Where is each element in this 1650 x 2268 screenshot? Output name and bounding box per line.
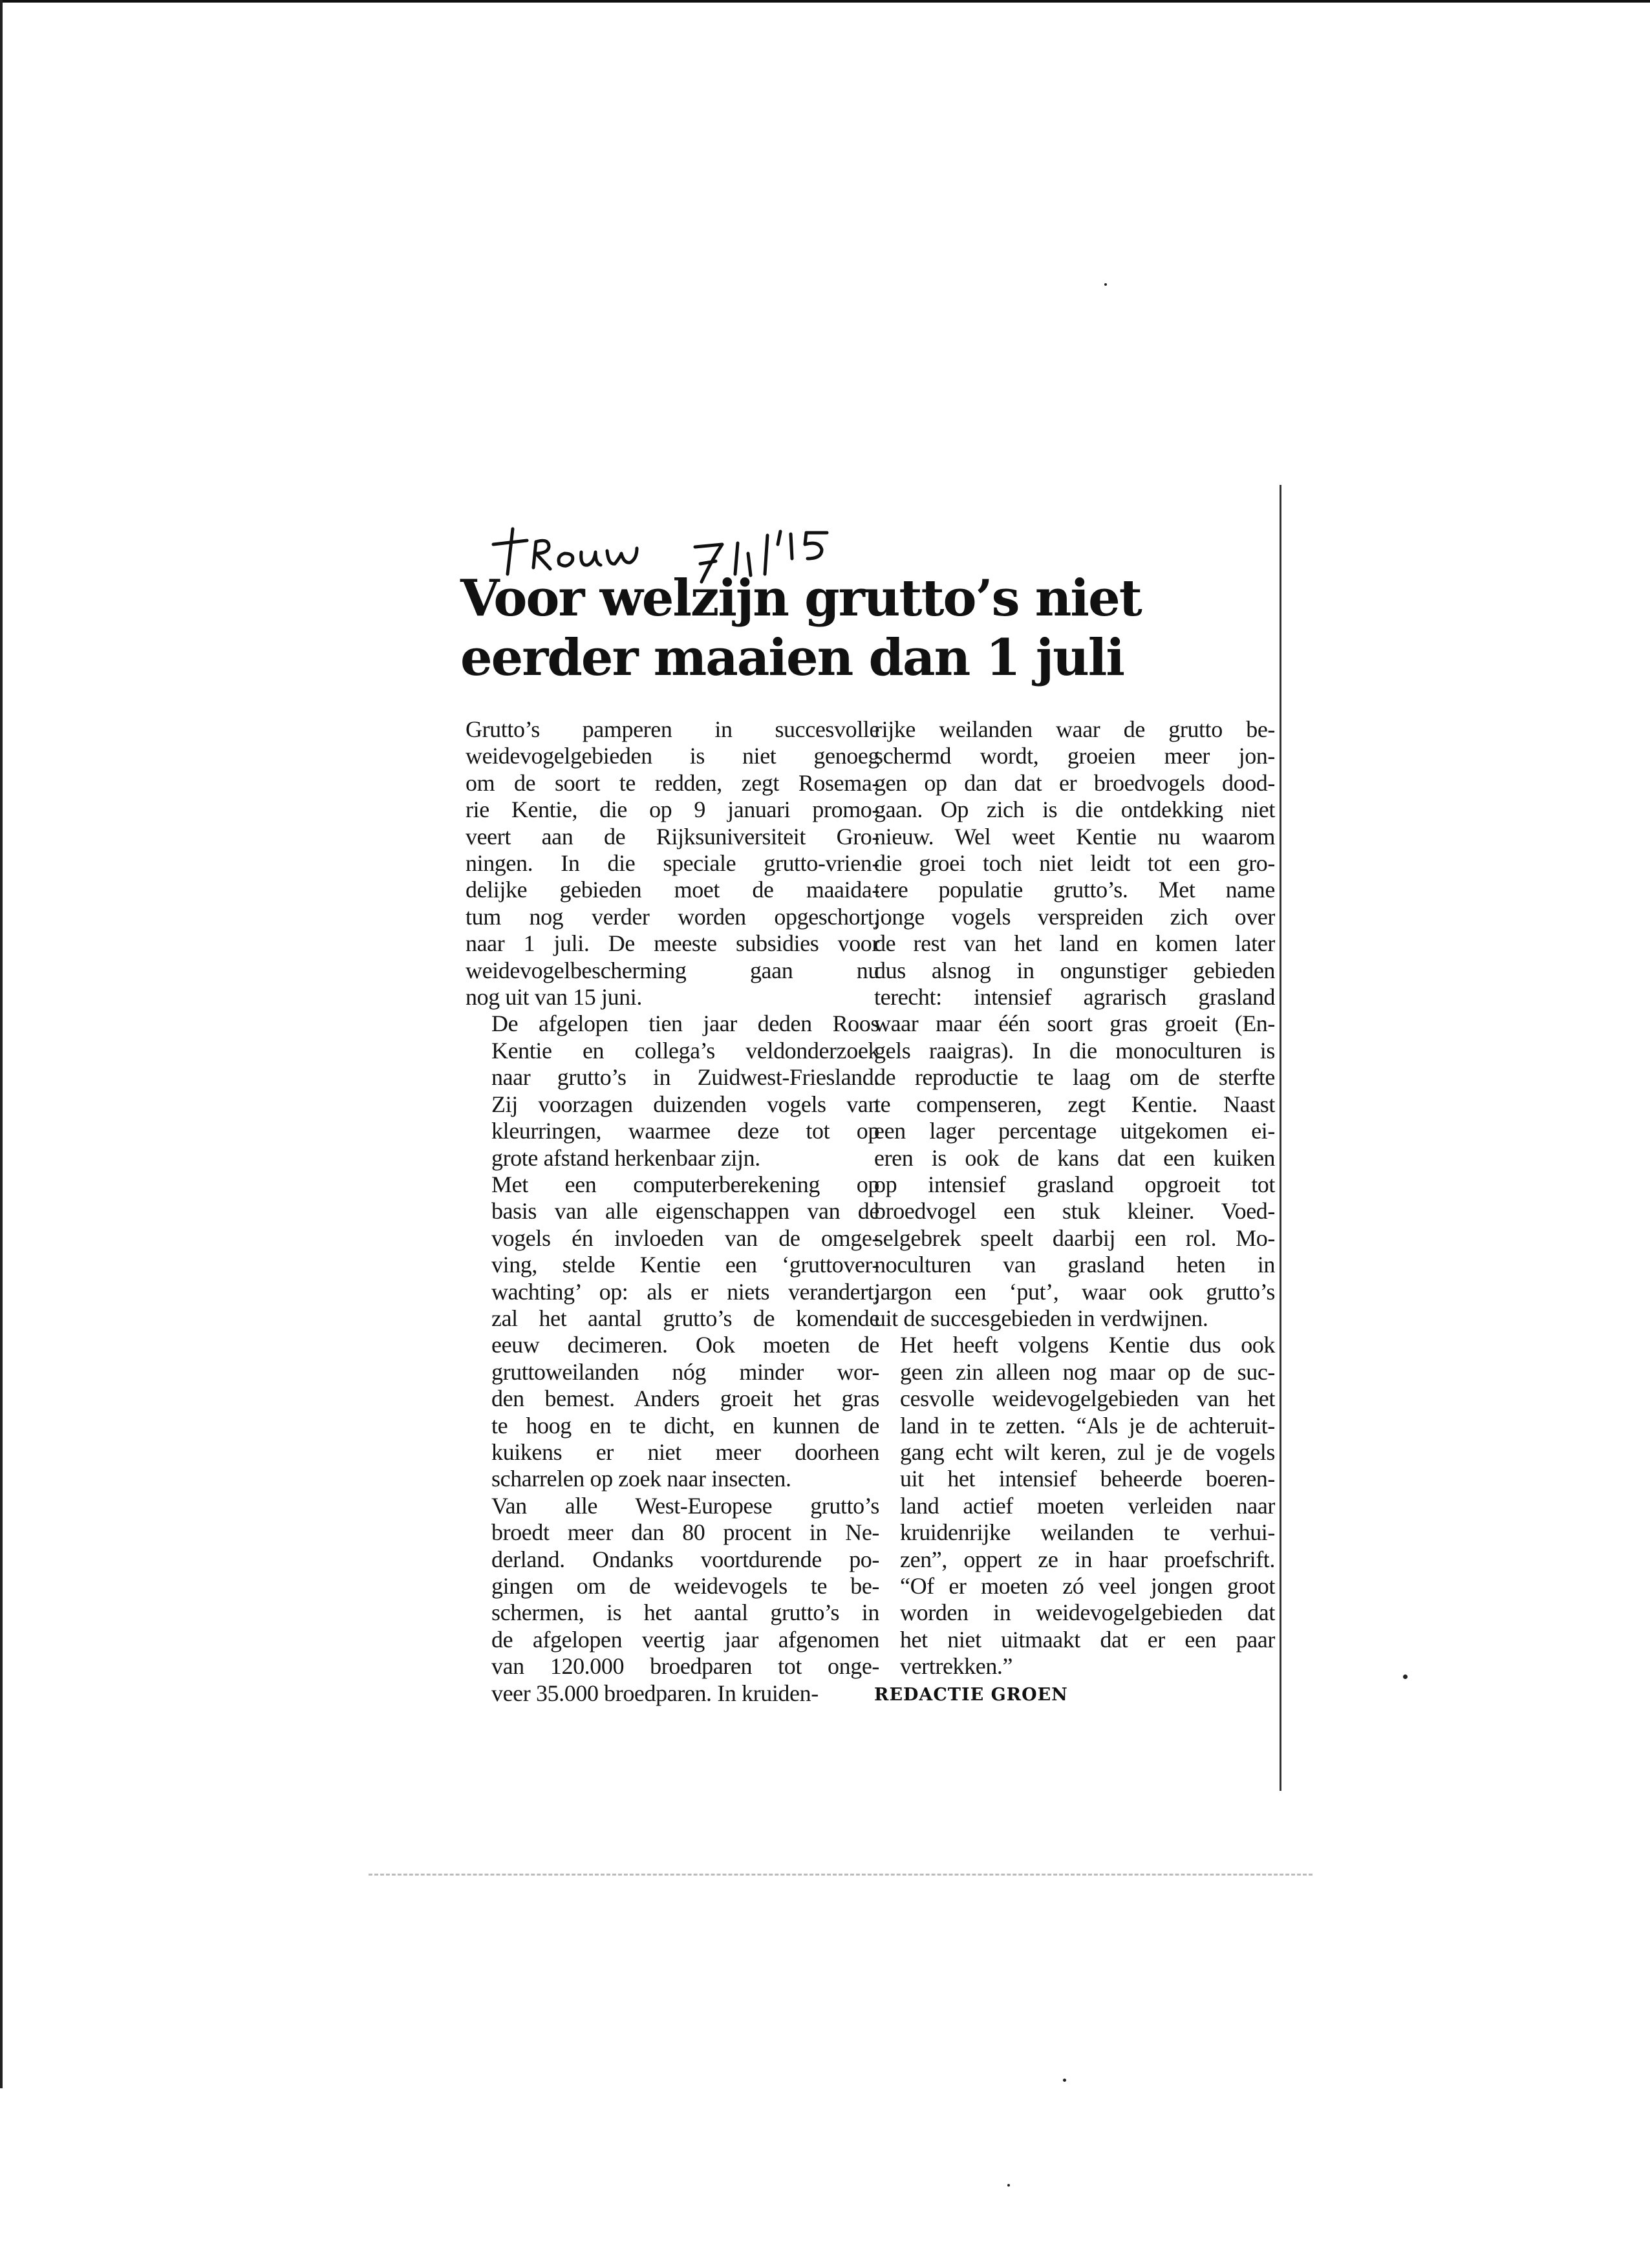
article-text-line: kuikens er niet meer doorheen: [491, 1439, 879, 1465]
scan-speck: [1403, 1674, 1408, 1679]
article-text-line: tere populatie grutto’s. Met name: [874, 877, 1275, 903]
article-text-line: vogels én invloeden van de omge-: [491, 1225, 879, 1251]
article-text-line: broedvogel een stuk kleiner. Voed-: [874, 1198, 1275, 1225]
article-text-line: jonge vogels verspreiden zich over: [874, 903, 1275, 930]
article-text-line: waar maar één soort gras groeit (En-: [874, 1011, 1275, 1037]
article-text-line: vertrekken.”: [900, 1653, 1013, 1680]
article-text-line: gruttoweilanden nóg minder wor-: [491, 1358, 879, 1385]
scan-speck: [1007, 2184, 1010, 2187]
article-paragraph: [466, 716, 879, 1011]
article-text-line: Het heeft volgens Kentie dus ook: [900, 1332, 1275, 1358]
article-text-line: van 120.000 broedparen tot onge-: [491, 1653, 879, 1680]
article-paragraph: [874, 1332, 1275, 1680]
article-text-line: zal het aantal grutto’s de komende: [491, 1305, 879, 1331]
article-text-line: Zij voorzagen duizenden vogels van: [491, 1091, 879, 1117]
scan-speck: [1063, 2079, 1066, 2082]
article-text-line: het niet uitmaakt dat er een paar: [900, 1626, 1275, 1653]
article-text-line: “Of er moeten zó veel jongen groot: [900, 1573, 1275, 1599]
article-text-line: derland. Ondanks voortdurende po-: [491, 1546, 879, 1572]
article-text-line: grote afstand herkenbaar zijn.: [491, 1144, 760, 1171]
article-text-line: gaan. Op zich is die ontdekking niet: [874, 797, 1275, 823]
article-headline: [460, 569, 1141, 688]
article-text-line: weidevogelbescherming gaan nu: [466, 957, 879, 983]
article-text-line: broedt meer dan 80 procent in Ne-: [491, 1519, 879, 1546]
article-column-right: [874, 716, 1275, 1708]
article-text-line: die groei toch niet leidt tot een gro-: [874, 850, 1275, 877]
article-text-line: delijke gebieden moet de maaida-: [466, 877, 879, 903]
article-text-line: de rest van het land en komen later: [874, 930, 1275, 957]
scan-edge-left: [0, 0, 3, 2088]
article-text-line: ving, stelde Kentie een ‘gruttover-: [491, 1252, 879, 1278]
article-text-line: eeuw decimeren. Ook moeten de: [491, 1332, 879, 1358]
article-text-line: cesvolle weidevogelgebieden van het: [900, 1385, 1275, 1412]
article-text-line: weidevogelgebieden is niet genoeg: [466, 743, 879, 769]
article-text-line: zen”, oppert ze in haar proefschrift.: [900, 1546, 1275, 1572]
scan-speck: [1104, 283, 1107, 286]
article-text-line: eren is ook de kans dat een kuiken: [874, 1144, 1275, 1171]
article-text-line: Grutto’s pamperen in succesvolle: [466, 716, 879, 742]
article-text-line: wachting’ op: als er niets verandert,: [491, 1278, 879, 1305]
article-text-line: tum nog verder worden opgeschort,: [466, 903, 879, 930]
scan-edge-top: [0, 0, 1650, 3]
article-text-line: kruidenrijke weilanden te verhui-: [900, 1519, 1275, 1546]
article-text-line: rijke weilanden waar de grutto be-: [874, 716, 1275, 742]
article-text-line: te hoog en te dicht, en kunnen de: [491, 1412, 879, 1439]
article-text-line: jargon een ‘put’, waar ook grutto’s: [874, 1278, 1275, 1305]
article-text-line: om de soort te redden, zegt Rosema-: [466, 769, 879, 796]
article-text-line: gang echt wilt keren, zul je de vogels: [900, 1439, 1275, 1465]
article-text-line: de reproductie te laag om de sterfte: [874, 1064, 1275, 1091]
article-text-line: op intensief grasland opgroeit tot: [874, 1171, 1275, 1197]
article-text-line: schermen, is het aantal grutto’s in: [491, 1599, 879, 1626]
article-text-line: veert aan de Rijksuniversiteit Gro-: [466, 823, 879, 850]
article-text-line: te compenseren, zegt Kentie. Naast: [874, 1091, 1275, 1117]
article-paragraph: [466, 1493, 879, 1707]
headline-line-1: Voor welzijn grutto’s niet: [460, 569, 1141, 628]
article-text-line: kleurringen, waarmee deze tot op: [491, 1118, 879, 1144]
article-text-line: terecht: intensief agrarisch grasland: [874, 984, 1275, 1011]
article-text-line: gels raaigras). In die monoculturen is: [874, 1037, 1275, 1064]
clipping-cut-line: [369, 1874, 1312, 1876]
article-text-line: ningen. In die speciale grutto-vrien-: [466, 850, 879, 877]
article-text-line: nieuw. Wel weet Kentie nu waarom: [874, 823, 1275, 850]
article-text-line: geen zin alleen nog maar op de suc-: [900, 1358, 1275, 1385]
article-text-line: Kentie en collega’s veldonderzoek: [491, 1037, 879, 1064]
article-text-line: Met een computerberekening op: [491, 1171, 879, 1197]
article-text-line: uit de succesgebieden in verdwijnen.: [874, 1305, 1208, 1331]
column-rule: [1280, 485, 1281, 1791]
article-text-line: worden in weidevogelgebieden dat: [900, 1599, 1275, 1626]
article-byline: REDACTIE GROEN: [874, 1684, 1068, 1705]
article-text-line: Van alle West-Europese grutto’s: [491, 1492, 879, 1519]
article-column-left: [466, 716, 879, 1707]
article-paragraph: [466, 1171, 879, 1493]
article-text-line: scharrelen op zoek naar insecten.: [491, 1466, 791, 1492]
article-text-line: den bemest. Anders groeit het gras: [491, 1385, 879, 1412]
article-text-line: selgebrek speelt daarbij een rol. Mo-: [874, 1225, 1275, 1251]
article-text-line: een lager percentage uitgekomen ei-: [874, 1118, 1275, 1144]
article-text-line: veer 35.000 broedparen. In kruiden-: [491, 1680, 819, 1706]
article-paragraph: [466, 1011, 879, 1171]
article-text-line: gen op dan dat er broedvogels dood-: [874, 769, 1275, 796]
article-text-line: dus alsnog in ongunstiger gebieden: [874, 957, 1275, 983]
article-text-line: nog uit van 15 juni.: [466, 984, 642, 1011]
article-text-line: rie Kentie, die op 9 januari promo-: [466, 797, 879, 823]
article-text-line: land in te zetten. “Als je de achteruit-: [900, 1412, 1275, 1439]
article-paragraph: [874, 716, 1275, 1332]
article-text-line: land actief moeten verleiden naar: [900, 1492, 1275, 1519]
article-text-line: naar 1 juli. De meeste subsidies voor: [466, 930, 879, 957]
article-text-line: schermd wordt, groeien meer jon-: [874, 743, 1275, 769]
article-text-line: basis van alle eigenschappen van de: [491, 1198, 879, 1225]
headline-line-2: eerder maaien dan 1 juli: [460, 628, 1124, 687]
article-text-line: noculturen van grasland heten in: [874, 1252, 1275, 1278]
article-text-line: naar grutto’s in Zuidwest-Friesland.: [491, 1064, 879, 1091]
article-text-line: uit het intensief beheerde boeren-: [900, 1466, 1275, 1492]
article-text-line: De afgelopen tien jaar deden Roos: [491, 1011, 879, 1037]
article-text-line: gingen om de weidevogels te be-: [491, 1573, 879, 1599]
article-text-line: de afgelopen veertig jaar afgenomen: [491, 1626, 879, 1653]
